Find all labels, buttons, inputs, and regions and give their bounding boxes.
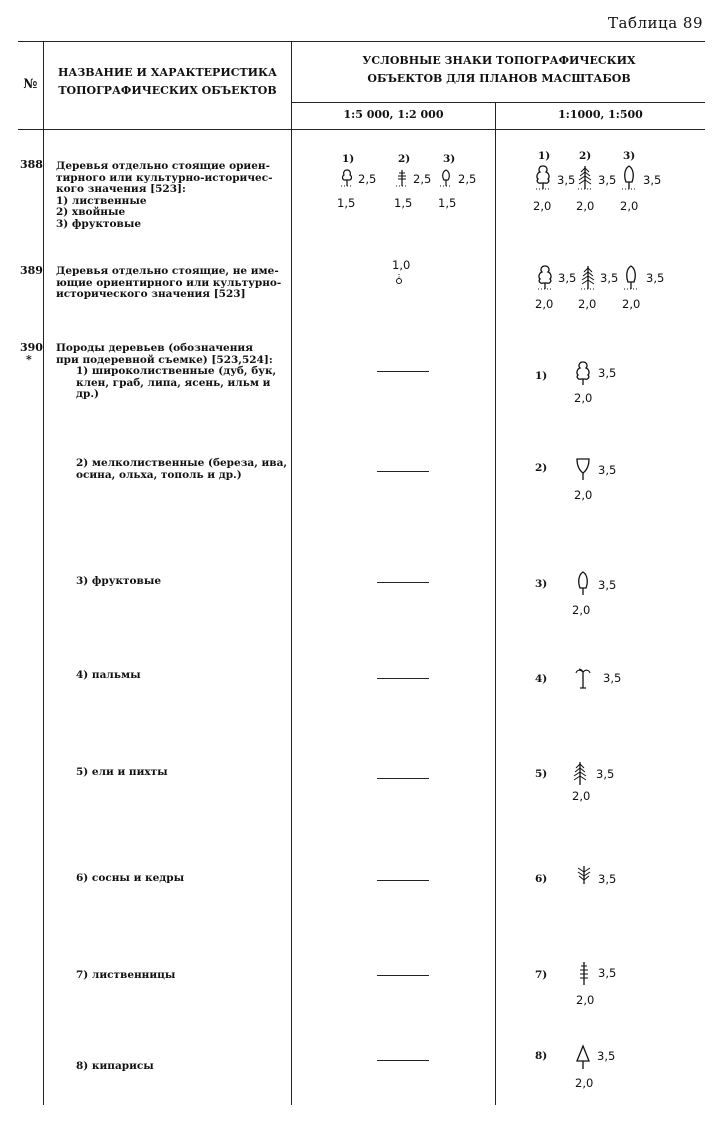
species-3-base: 2,0 [572, 603, 591, 617]
conifer-tree-icon [394, 168, 410, 190]
col-divider-2 [291, 41, 292, 1105]
species-5-text: 5) ели и пихты [76, 766, 168, 778]
species-2-size: 3,5 [598, 463, 617, 477]
row-390-text: Породы деревьев (обозначения при подеревной съемке) [523,524]: [56, 342, 273, 366]
row-388-large-label-2: 2) [398, 153, 411, 165]
scale-divider [291, 102, 705, 103]
broadleaf-tree-large-icon [536, 264, 554, 292]
fruit-tree-large-icon [622, 264, 640, 292]
palm-tree-icon [574, 666, 592, 690]
row-388-small-label-2: 2) [579, 150, 592, 162]
row-389-num: 389 [20, 264, 43, 277]
broadleaf-tree-icon [574, 360, 592, 388]
species-8-label: 8) [535, 1050, 548, 1062]
header-num: № [23, 77, 38, 92]
pine-cedar-icon [575, 864, 593, 888]
conifer-tree-large-icon [579, 264, 597, 292]
species-4-text: 4) пальмы [76, 669, 141, 681]
no-sign-dash [377, 471, 429, 472]
species-1-label: 1) [535, 370, 548, 382]
spruce-fir-icon [571, 760, 589, 788]
header-scale-large: 1:5 000, 1:2 000 [343, 108, 444, 121]
species-2-label: 2) [535, 462, 548, 474]
row-388-large-size-2: 2,5 [413, 172, 432, 186]
species-4-label: 4) [535, 673, 548, 685]
species-6-size: 3,5 [598, 872, 617, 886]
col-divider-1 [43, 41, 44, 1105]
row-388-small-label-1: 1) [538, 150, 551, 162]
no-sign-dash [377, 1060, 429, 1061]
species-2-text: 2) мелколиственные (береза, ива, осина, ольха, тополь и др.) [76, 457, 288, 481]
species-1-size: 3,5 [598, 366, 617, 380]
species-7-text: 7) лиственницы [76, 969, 176, 981]
col-divider-3 [495, 102, 496, 1105]
row-388-small-base-3: 2,0 [620, 199, 639, 213]
row-388-small-base-1: 2,0 [533, 199, 552, 213]
species-1-text: 1) широколиственные (дуб, бук, клен, граб, липа, ясень, ильм и др.) [76, 365, 277, 400]
table-top-border [18, 41, 705, 42]
row-388-text: Деревья отдельно стоящие ориен- тирного или культурно-историчес- кого значения [523]: 1) лиственные 2) хвойные 3) фруктовые [56, 160, 273, 230]
row-389-text: Деревья отдельно стоящие, не име- ющие ориентирного или культурно- исторического значения [523] [56, 265, 282, 300]
species-5-base: 2,0 [572, 789, 591, 803]
header-bottom-border [18, 129, 705, 130]
species-7-base: 2,0 [576, 993, 595, 1007]
row-388-large-label-1: 1) [342, 153, 355, 165]
row-390-num: 390 [20, 341, 43, 354]
fruit-tree-large-icon [620, 164, 638, 192]
header-scale-small: 1:1000, 1:500 [558, 108, 643, 121]
row-389-small-size-2: 3,5 [600, 271, 619, 285]
species-6-label: 6) [535, 873, 548, 885]
small-circle-icon [394, 274, 404, 286]
species-2-base: 2,0 [574, 488, 593, 502]
no-sign-dash [377, 678, 429, 679]
species-7-size: 3,5 [598, 966, 617, 980]
no-sign-dash [377, 880, 429, 881]
header-name: НАЗВАНИЕ И ХАРАКТЕРИСТИКА ТОПОГРАФИЧЕСКИХ ОБЪЕКТОВ [57, 66, 278, 97]
species-5-label: 5) [535, 768, 548, 780]
broadleaf-tree-large-icon [534, 164, 552, 192]
species-8-text: 8) кипарисы [76, 1060, 154, 1072]
row-388-large-label-3: 3) [443, 153, 456, 165]
species-6-text: 6) сосны и кедры [76, 872, 185, 884]
species-5-size: 3,5 [596, 767, 615, 781]
row-389-large-size: 1,0 [392, 258, 411, 272]
no-sign-dash [377, 582, 429, 583]
species-1-base: 2,0 [574, 391, 593, 405]
smallleaf-tree-icon [574, 455, 592, 483]
conifer-tree-large-icon [576, 164, 594, 192]
species-4-size: 3,5 [603, 671, 622, 685]
row-388-small-size-1: 3,5 [557, 173, 576, 187]
cypress-icon [574, 1044, 592, 1072]
row-389-small-size-1: 3,5 [558, 271, 577, 285]
fruit-tree-icon [438, 168, 454, 190]
species-8-size: 3,5 [597, 1049, 616, 1063]
species-7-label: 7) [535, 969, 548, 981]
row-388-large-base-2: 1,5 [394, 196, 413, 210]
header-signs: УСЛОВНЫЕ ЗНАКИ ТОПОГРАФИЧЕСКИХ ОБЪЕКТОВ ДЛЯ ПЛАНОВ МАСШТАБОВ [362, 54, 636, 85]
species-3-label: 3) [535, 578, 548, 590]
larch-icon [575, 960, 593, 988]
species-3-text: 3) фруктовые [76, 575, 162, 587]
row-388-large-size-1: 2,5 [358, 172, 377, 186]
row-389-small-base-1: 2,0 [535, 297, 554, 311]
table-caption: Таблица 89 [608, 14, 703, 32]
row-388-small-size-3: 3,5 [643, 173, 662, 187]
row-388-small-label-3: 3) [623, 150, 636, 162]
row-388-small-size-2: 3,5 [598, 173, 617, 187]
no-sign-dash [377, 371, 429, 372]
no-sign-dash [377, 975, 429, 976]
row-388-large-base-3: 1,5 [438, 196, 457, 210]
row-388-large-size-3: 2,5 [458, 172, 477, 186]
row-389-small-base-2: 2,0 [578, 297, 597, 311]
broadleaf-tree-icon [339, 168, 355, 190]
row-390-marker: * [26, 353, 32, 366]
row-388-large-base-1: 1,5 [337, 196, 356, 210]
no-sign-dash [377, 778, 429, 779]
row-388-small-base-2: 2,0 [576, 199, 595, 213]
fruit-tree-icon [574, 570, 592, 598]
row-389-small-base-3: 2,0 [622, 297, 641, 311]
row-388-num: 388 [20, 158, 43, 171]
row-389-small-size-3: 3,5 [646, 271, 665, 285]
species-8-base: 2,0 [575, 1076, 594, 1090]
species-3-size: 3,5 [598, 578, 617, 592]
